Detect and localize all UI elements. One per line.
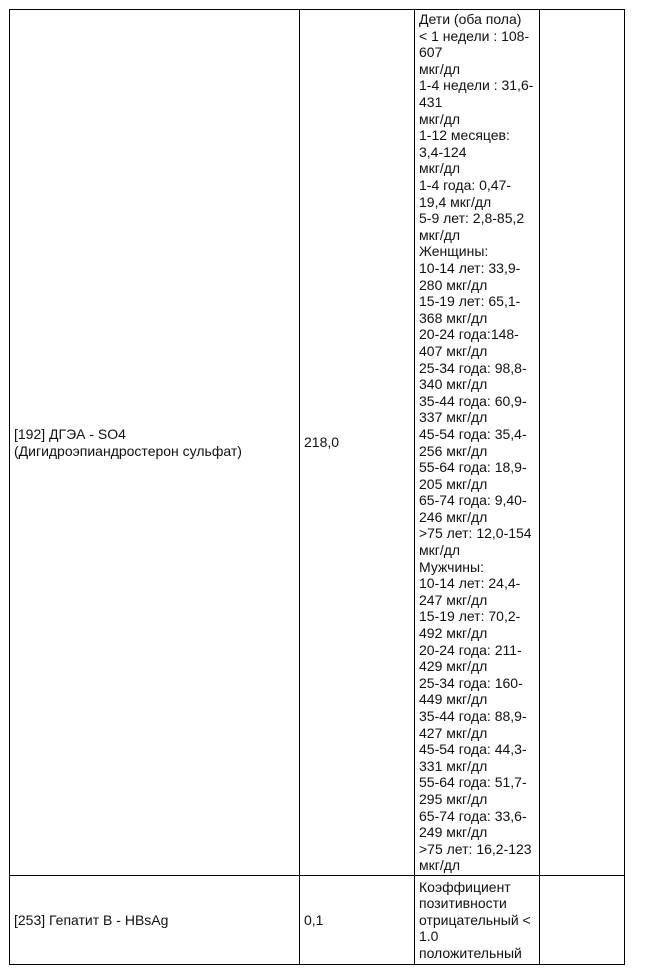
reference-range-line: 20-24 года: 211- [419,641,522,658]
reference-range-line: мкг/дл [419,60,461,77]
reference-range-line: 5-9 лет: 2,8-85,2 [419,210,525,227]
reference-range-line: 449 мкг/дл [419,691,488,708]
reference-range-line: мкг/дл [419,226,461,243]
table-row [10,876,625,965]
reference-range-line: 55-64 года: 18,9- [419,459,527,476]
reference-range-line: 35-44 года: 88,9- [419,708,527,724]
reference-range-line: мкг/дл [419,857,461,874]
reference-range-line: 25-34 года: 98,8- [419,359,527,376]
result-value: 218,0 [304,434,340,451]
reference-range-line: положительный [419,944,522,961]
reference-range-line: 1-12 месяцев: [419,127,510,144]
reference-range-line: 10-14 лет: 33,9- [419,259,521,276]
reference-range-line: 246 мкг/дл [419,508,488,525]
reference-range-line: Коэффициент [419,878,511,895]
result-value: 0,1 [304,911,324,928]
reference-range-line: 295 мкг/дл [419,790,488,807]
reference-range-line: 280 мкг/дл [419,276,488,293]
reference-range-line: 65-74 года: 9,40- [419,492,527,509]
reference-range-line: 429 мкг/дл [419,658,488,675]
reference-range-cell [415,876,540,965]
reference-range-line: 249 мкг/дл [419,824,488,841]
empty-cell [540,10,625,876]
test-name-line: (Дигидроэпиандростерон сульфат) [14,442,242,459]
reference-range-line: 1.0 [419,928,439,945]
results-table [9,9,625,965]
reference-range-line: 340 мкг/дл [419,376,488,393]
results-table-body [10,10,625,965]
reference-range-line: 15-19 лет: 65,1- [419,293,521,310]
reference-range-line: Женщины: [419,243,489,260]
reference-range-line: >75 лет: 12,0-154 [419,525,532,542]
reference-range-cell [415,10,540,876]
reference-range-line: 337 мкг/дл [419,409,488,426]
reference-range-line: мкг/дл [419,160,461,177]
empty-cell [540,876,625,965]
reference-range-line: 431 [419,94,443,111]
reference-range-line: 492 мкг/дл [419,625,488,642]
reference-range-line: 427 мкг/дл [419,724,488,741]
reference-range-line: 20-24 года:148- [419,326,519,343]
reference-range-line: 45-54 года: 44,3- [419,741,527,758]
test-name-cell [10,10,300,876]
reference-range-line: 331 мкг/дл [419,757,488,774]
test-name-cell [10,876,300,965]
reference-range-line: 15-19 лет: 70,2- [419,608,521,625]
result-value-cell [300,10,415,876]
reference-range-line: 55-64 года: 51,7- [419,774,527,791]
reference-range-line: 407 мкг/дл [419,342,488,359]
reference-range-line: 35-44 года: 60,9- [419,392,527,409]
reference-range-line: мкг/дл [419,542,461,559]
reference-range-line: 607 [419,44,443,61]
reference-range-line: 1-4 года: 0,47- [419,177,512,193]
test-name-line: [253] Гепатит В - HBsAg [14,911,169,928]
reference-range-line: позитивности [419,895,507,912]
test-name-line: [192] ДГЭА - SO4 [14,425,126,442]
reference-range-line: 205 мкг/дл [419,475,488,492]
reference-range-line: 10-14 лет: 24,4- [419,575,521,592]
reference-range-line: 256 мкг/дл [419,442,488,459]
reference-range-line: мкг/дл [419,110,461,127]
result-value-cell [300,876,415,965]
reference-range-line: < 1 недели : 108- [419,27,530,44]
reference-range-line: 65-74 года: 33,6- [419,807,527,824]
reference-range-line: 45-54 года: 35,4- [419,425,527,442]
table-row [10,10,625,876]
reference-range-line: 247 мкг/дл [419,591,488,608]
reference-range-line: Мужчины: [419,558,484,575]
reference-range-line: отрицательный < [419,911,531,928]
reference-range-line: 1-4 недели : 31,6- [419,77,534,94]
reference-range-line: 25-34 года: 160- [419,674,523,691]
reference-range-line: 368 мкг/дл [419,309,488,326]
reference-range-line: 3,4-124 [419,143,467,160]
reference-range-line: >75 лет: 16,2-123 [419,840,532,857]
reference-range-line: Дети (оба пола) [419,11,522,28]
reference-range-line: 19,4 мкг/дл [419,193,492,210]
